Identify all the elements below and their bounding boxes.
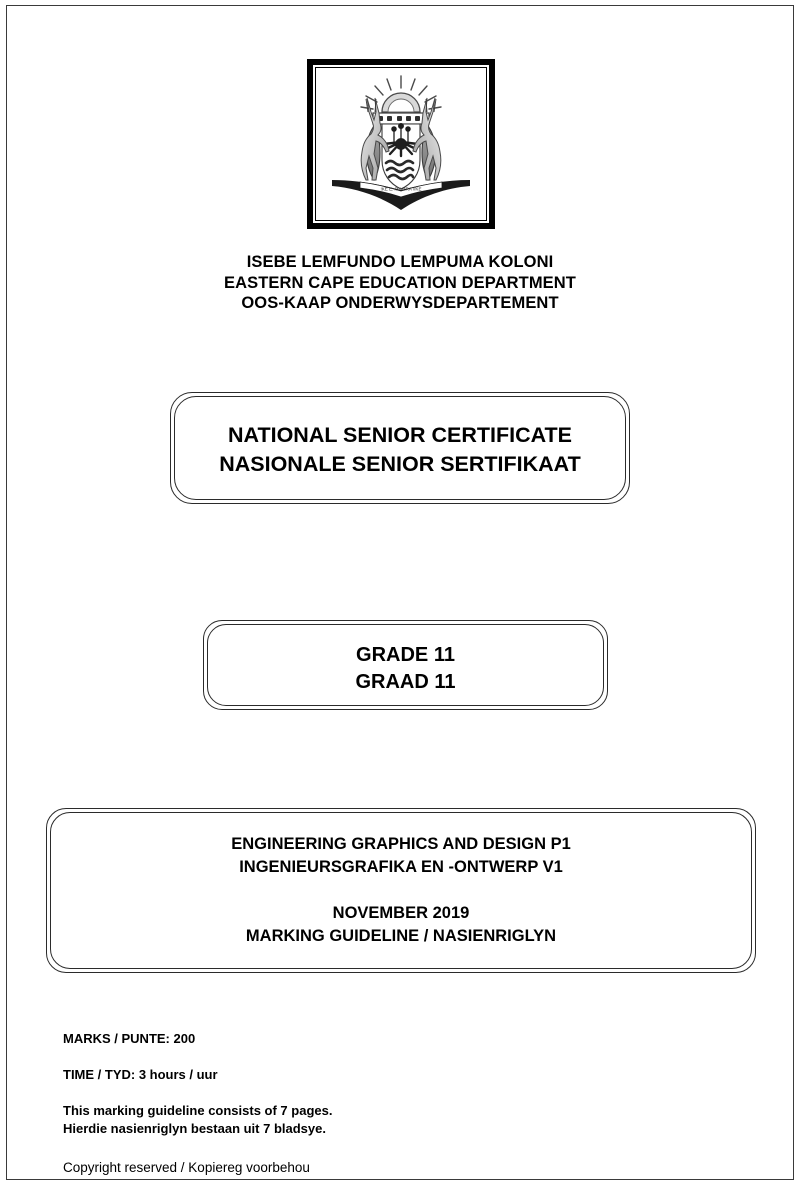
certificate-box [170, 392, 630, 504]
department-line-isixhosa: ISEBE LEMFUNDO LEMPUMA KOLONI [246, 253, 554, 271]
crest-inner-frame [315, 67, 487, 221]
crest-outer-frame [307, 59, 495, 229]
grade-line-english: GRADE 11 [356, 644, 455, 666]
department-line-afrikaans: OOS-KAAP ONDERWYSDEPARTEMENT [241, 294, 559, 312]
time-line: TIME / TYD: 3 hours / uur [63, 1067, 218, 1082]
department-line-english: EASTERN CAPE EDUCATION DEPARTMENT [224, 273, 576, 292]
department-heading [0, 252, 800, 314]
page-count-english: This marking guideline consists of 7 pages. [63, 1103, 333, 1118]
copyright-footer: Copyright reserved / Kopiereg voorbehou [63, 1160, 310, 1175]
certificate-line-english: NATIONAL SENIOR CERTIFICATE [228, 423, 572, 447]
exam-date: NOVEMBER 2019 [332, 904, 470, 922]
certificate-box-text [171, 421, 629, 479]
svg-text:!KE E: /XARRA //KE: !KE E: /XARRA //KE [380, 186, 422, 192]
grade-line-afrikaans: GRAAD 11 [355, 671, 456, 693]
exam-info-block [63, 1030, 332, 1138]
grade-box [203, 620, 608, 710]
document-type: MARKING GUIDELINE / NASIENRIGLYN [245, 927, 557, 945]
certificate-line-afrikaans: NASIONALE SENIOR SERTIFIKAAT [219, 452, 581, 476]
coat-of-arms-logo [307, 59, 495, 229]
grade-box-text [204, 642, 607, 696]
page-count-afrikaans: Hierdie nasienriglyn bestaan uit 7 bladsye. [63, 1121, 326, 1136]
subject-line-english: ENGINEERING GRAPHICS AND DESIGN P1 [231, 835, 571, 853]
subject-line-afrikaans: INGENIEURSGRAFIKA EN -ONTWERP V1 [239, 858, 563, 876]
subject-box [46, 808, 756, 973]
subject-box-text [47, 833, 755, 948]
coat-of-arms-icon [316, 68, 486, 220]
page-count-block [63, 1102, 332, 1138]
marks-line: MARKS / PUNTE: 200 [63, 1031, 196, 1046]
subject-box-spacer [47, 879, 755, 902]
